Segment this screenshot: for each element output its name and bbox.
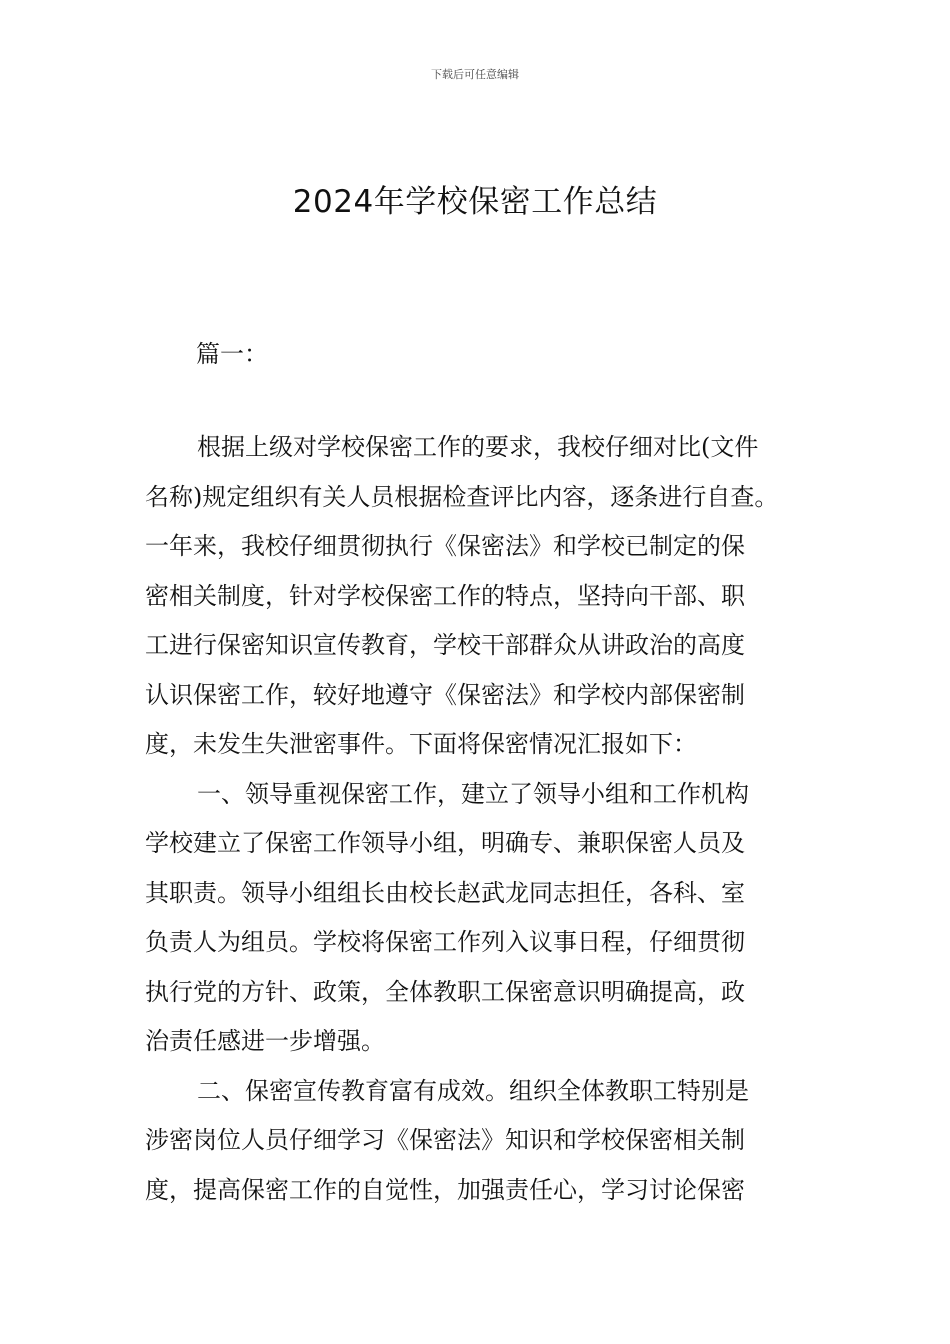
document-title: 2024年学校保密工作总结: [292, 184, 658, 220]
body-line: 工进行保密知识宣传教育，学校干部群众从讲政治的高度: [145, 631, 745, 659]
body-line: 涉密岗位人员仔细学习《保密法》知识和学校保密相关制: [145, 1126, 745, 1154]
body-line: 一、领导重视保密工作，建立了领导小组和工作机构: [197, 779, 749, 808]
body-line: 二、保密宣传教育富有成效。组织全体教职工特别是: [197, 1076, 749, 1105]
document-body: [145, 423, 810, 1215]
body-line: 度，提高保密工作的自觉性，加强责任心，学习讨论保密: [145, 1175, 745, 1204]
body-line: 一年来，我校仔细贯彻执行《保密法》和学校已制定的保: [145, 532, 745, 560]
body-line: 治责任感进一步增强。: [145, 1027, 385, 1055]
body-line: 负责人为组员。学校将保密工作列入议事日程，仔细贯彻: [145, 928, 745, 956]
header-note: 下载后可任意编辑: [431, 68, 519, 81]
body-line: 认识保密工作，较好地遵守《保密法》和学校内部保密制: [145, 680, 745, 709]
body-line: 学校建立了保密工作领导小组，明确专、兼职保密人员及: [145, 829, 745, 857]
body-line: 名称)规定组织有关人员根据检查评比内容，逐条进行自查。: [145, 482, 779, 511]
body-line: 密相关制度，针对学校保密工作的特点，坚持向干部、职: [145, 581, 745, 610]
section-label: 篇一：: [196, 340, 268, 368]
body-line: 根据上级对学校保密工作的要求，我校仔细对比(文件: [197, 433, 759, 461]
body-line: 其职责。领导小组组长由校长赵武龙同志担任，各科、室: [145, 878, 745, 907]
body-line: 度，未发生失泄密事件。下面将保密情况汇报如下：: [145, 730, 697, 758]
body-line: 执行党的方针、政策，全体教职工保密意识明确提高，政: [145, 977, 745, 1006]
